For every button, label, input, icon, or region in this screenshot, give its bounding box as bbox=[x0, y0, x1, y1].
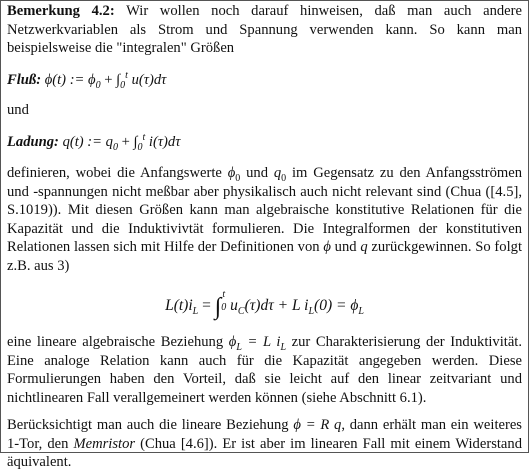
charge-sub: 0 bbox=[112, 141, 118, 153]
p3-text-1: Berücksichtigt man auch die lineare Beziehung bbox=[7, 417, 294, 433]
eq-int-upper: t bbox=[222, 289, 226, 300]
flux-integral-sign: ∫ bbox=[116, 71, 121, 88]
p1-text-5: zurückgewinnen. So folgt z.B. aus 3) bbox=[7, 239, 522, 274]
p1-text-3: im Gegensatz zu den Anfangsströmen und -spannungen nicht meßbar aber physikalisch auch nicht relevant sind (Chua ([4.5], S.1019)). Mit diesen Größen kann man algebraische konstitutive Relationen für die Kapazität und die Induktivivtät formulieren. Die Integralformen der konstitutiven Relationen lassen sich mit Hilfe der Definitionen von bbox=[7, 165, 523, 255]
p2-math-LiL-sub: L bbox=[280, 341, 287, 353]
flux-sub: 0 bbox=[95, 79, 101, 91]
eq-part-3: u bbox=[230, 297, 238, 314]
eq-sub-3: C bbox=[237, 306, 245, 318]
p1-math-phi: ϕ bbox=[323, 239, 331, 255]
paragraph-memristor bbox=[7, 416, 522, 472]
remark-label: Bemerkung 4.2: bbox=[7, 3, 115, 19]
memristor-term: Memristor bbox=[73, 435, 136, 452]
p1-text-1: definieren, wobei die Anfangswerte bbox=[7, 165, 228, 181]
paragraph-definitions bbox=[7, 164, 522, 275]
eq-part-4: (τ)dτ + L i bbox=[244, 297, 309, 314]
eq-integral-limits bbox=[221, 287, 226, 313]
p2-text-1: eine lineare algebraische Beziehung bbox=[7, 334, 229, 350]
remark-heading-paragraph bbox=[7, 2, 522, 58]
p3-text-2: , dann erhält man ein weiteres 1-Tor, den bbox=[7, 417, 522, 452]
charge-definition bbox=[7, 133, 522, 152]
remark-intro-text: Wir wollen noch darauf hinweisen, daß man auch andere Netzwerkvariablen als Strom und Spannung verwenden kann. So kann man beispielsweise die "integralen" Größen bbox=[7, 3, 522, 56]
flux-int-lower: 0 bbox=[120, 79, 126, 91]
flux-definition bbox=[7, 71, 522, 90]
eq-sub-1: L bbox=[192, 306, 199, 318]
p2-math-phiL: ϕ bbox=[228, 334, 237, 350]
p1-math-q: q bbox=[360, 239, 368, 255]
eq-equals: = bbox=[198, 297, 215, 314]
p2-math-phiL-sub: L bbox=[236, 341, 242, 353]
p3-math-phiRq: ϕ = R q bbox=[293, 417, 342, 433]
eq-sub-5: L bbox=[358, 306, 364, 318]
flux-lhs: ϕ(t) := ϕ bbox=[44, 71, 96, 88]
charge-integrand: i(τ)dτ bbox=[148, 133, 181, 150]
charge-int-lower: 0 bbox=[137, 141, 143, 153]
charge-plus: + bbox=[117, 133, 134, 150]
p1-text-2: und bbox=[240, 165, 274, 181]
eq-part-1: L(t)i bbox=[165, 297, 193, 314]
p2-math-LiL: = L i bbox=[241, 334, 281, 350]
p1-math-q0-sub: 0 bbox=[281, 172, 287, 184]
charge-int-upper: t bbox=[142, 131, 146, 143]
flux-label: Fluß: bbox=[7, 71, 42, 88]
eq-part-5: (0) = ϕ bbox=[314, 297, 359, 314]
paragraph-linear-relation bbox=[7, 333, 522, 407]
eq-int-lower: 0 bbox=[221, 302, 227, 313]
p1-math-q0: q bbox=[273, 165, 282, 181]
charge-integral-sign: ∫ bbox=[133, 133, 138, 150]
eq-integral-sign: ∫ bbox=[214, 294, 222, 320]
p1-math-phi0: ϕ bbox=[227, 165, 236, 181]
p1-text-4: und bbox=[330, 239, 361, 255]
p2-text-2: zur Charakterisierung der Induktivität. Eine analoge Relation kann auch für die Kapazität angegeben werden. Diese Formulierungen haben den Vorteil, daß sie leicht auf den linear zeitvariant und nichtlinearen Fall verallgemeinert werden können (siehe Abschnitt 6.1). bbox=[7, 334, 523, 406]
p1-math-phi0-sub: 0 bbox=[235, 172, 241, 184]
flux-integrand: u(τ)dτ bbox=[131, 71, 167, 88]
charge-label: Ladung: bbox=[7, 133, 59, 150]
eq-sub-4: L bbox=[308, 306, 315, 318]
flux-int-upper: t bbox=[125, 69, 128, 81]
charge-lhs: q(t) := q bbox=[62, 133, 113, 150]
p3-text-3: (Chua [4.6]). Er ist aber im linearen Fall mit einem Widerstand äquivalent. bbox=[7, 435, 522, 470]
display-equation bbox=[7, 287, 522, 319]
flux-plus: + bbox=[100, 71, 117, 88]
und-connector: und bbox=[7, 102, 29, 118]
